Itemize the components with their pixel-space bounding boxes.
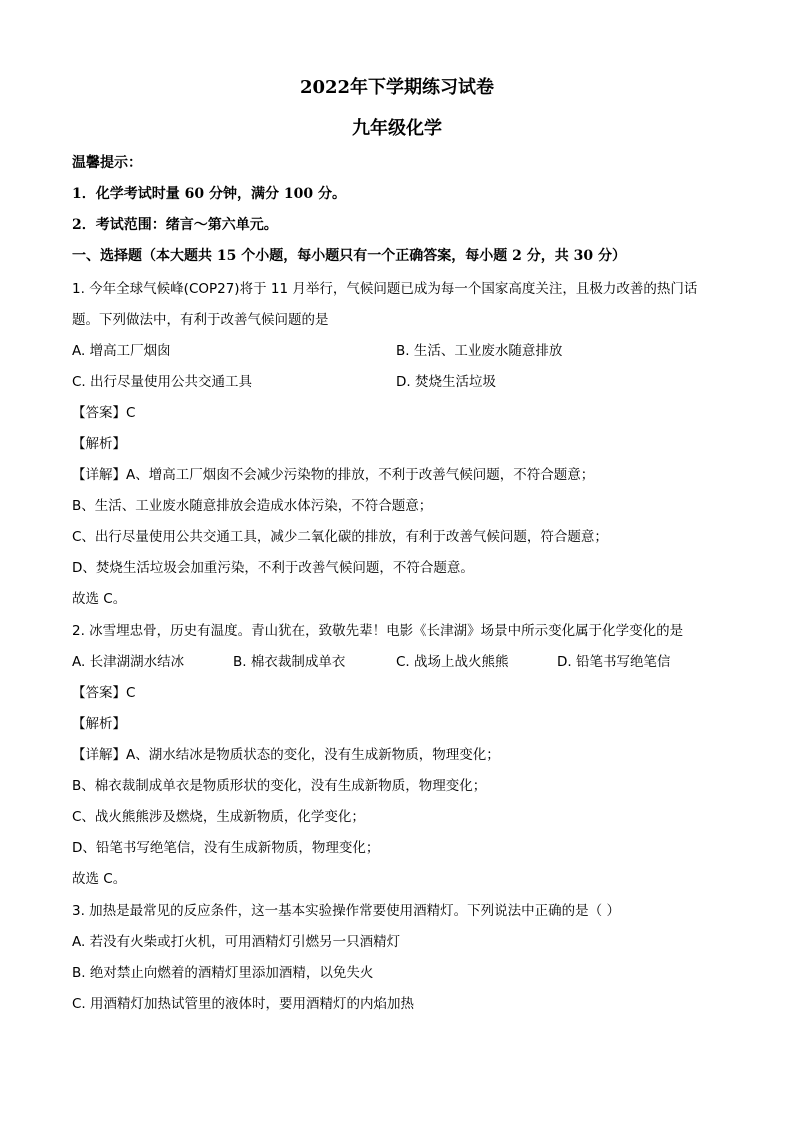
- q1-option-a: A. 增高工厂烟囱: [72, 343, 171, 359]
- section-heading: 一、选择题（本大题共 15 个小题，每小题只有一个正确答案，每小题 2 分，共 30 分）: [72, 248, 626, 264]
- q1-detail-3: C、出行尽量使用公共交通工具，减少二氧化碳的排放，有利于改善气候问题，符合题意；: [72, 529, 608, 545]
- q2-option-d: D. 铅笔书写绝笔信: [557, 654, 671, 670]
- q2-detail-2: B、棉衣裁制成单衣是物质形状的变化，没有生成新物质，物理变化；: [72, 778, 487, 794]
- q3-option-c: C. 用酒精灯加热试管里的液体时，要用酒精灯的内焰加热: [72, 996, 415, 1012]
- q2-option-c: C. 战场上战火熊熊: [396, 654, 509, 670]
- q2-option-b: B. 棉衣裁制成单衣: [233, 654, 346, 670]
- q2-conclusion: 故选 C。: [72, 871, 127, 887]
- q1-stem-line1: 1. 今年全球气候峰(COP27)将于 11 月举行，气候问题已成为每一个国家高度关注，且极力改善的热门话: [72, 281, 698, 297]
- q1-conclusion: 故选 C。: [72, 591, 127, 607]
- q3-stem: 3. 加热是最常见的反应条件，这一基本实验操作常要使用酒精灯。下列说法中正确的是（ ）: [72, 903, 620, 919]
- q1-detail-2: B、生活、工业废水随意排放会造成水体污染，不符合题意；: [72, 498, 433, 514]
- q1-detail-1: 【详解】A、增高工厂烟囱不会减少污染物的排放，不利于改善气候问题，不符合题意；: [72, 467, 595, 483]
- notice-item-2: 2．考试范围：绪言～第六单元。: [72, 217, 278, 233]
- q3-option-b: B. 绝对禁止向燃着的酒精灯里添加酒精，以免失火: [72, 965, 374, 981]
- q1-answer: 【答案】C: [72, 405, 136, 421]
- q1-stem-line2: 题。下列做法中，有利于改善气候问题的是: [72, 312, 329, 328]
- q1-option-c: C. 出行尽量使用公共交通工具: [72, 374, 253, 390]
- q2-option-a: A. 长津湖湖水结冰: [72, 654, 185, 670]
- q2-detail-1: 【详解】A、湖水结冰是物质状态的变化，没有生成新物质，物理变化；: [72, 747, 500, 763]
- q2-detail-3: C、战火熊熊涉及燃烧，生成新物质，化学变化；: [72, 809, 365, 825]
- exam-title: 2022年下学期练习试卷: [299, 77, 495, 98]
- q3-option-a: A. 若没有火柴或打火机，可用酒精灯引燃另一只酒精灯: [72, 934, 401, 950]
- q1-option-d: D. 焚烧生活垃圾: [396, 374, 496, 390]
- q1-option-b: B. 生活、工业废水随意排放: [396, 343, 563, 359]
- q1-analysis-label: 【解析】: [72, 436, 126, 452]
- q2-answer: 【答案】C: [72, 685, 136, 701]
- notice-heading: 温馨提示：: [72, 155, 142, 171]
- notice-item-1: 1．化学考试时量 60 分钟，满分 100 分。: [72, 186, 346, 202]
- exam-subject: 九年级化学: [352, 118, 442, 139]
- q1-detail-4: D、焚烧生活垃圾会加重污染，不利于改善气候问题，不符合题意。: [72, 560, 474, 576]
- q2-stem: 2. 冰雪埋忠骨，历史有温度。青山犹在，致敬先辈！电影《长津湖》场景中所示变化属于化学变化的是: [72, 623, 684, 639]
- q2-analysis-label: 【解析】: [72, 716, 126, 732]
- q2-detail-4: D、铅笔书写绝笔信，没有生成新物质，物理变化；: [72, 840, 380, 856]
